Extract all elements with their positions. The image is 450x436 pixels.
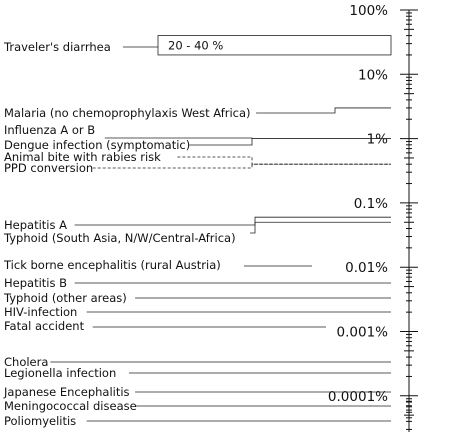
tick-label: 10%	[357, 67, 388, 84]
risk-label: Poliomyelitis	[4, 414, 77, 428]
tick-label: 100%	[349, 3, 388, 19]
risk-item	[3, 36, 391, 55]
risk-item	[4, 161, 391, 175]
risk-item	[4, 123, 391, 139]
range-label: 20 - 40 %	[168, 38, 224, 53]
log-axis	[400, 10, 418, 432]
risk-label: Malaria (no chemoprophylaxis West Africa)	[4, 106, 251, 120]
risk-leader	[190, 139, 392, 145]
risk-label: Influenza A or B	[4, 123, 96, 137]
risk-item	[4, 305, 391, 319]
risk-label: Typhoid (South Asia, N/W/Central-Africa)	[4, 231, 236, 245]
risk-leader	[250, 222, 391, 233]
risk-label: Japanese Encephalitis	[4, 385, 130, 399]
risk-label: HIV-infection	[4, 305, 78, 319]
risk-label: Traveler's diarrhea	[4, 40, 111, 54]
risk-item	[4, 366, 391, 380]
risk-label: Animal bite with rabies risk	[4, 150, 161, 164]
risk-leader	[256, 108, 391, 113]
risk-item	[4, 319, 326, 333]
tick-label: 0.001%	[336, 324, 388, 341]
risk-items	[3, 36, 391, 428]
risk-item	[4, 217, 391, 232]
risk-label: Tick borne encephalitis (rural Austria)	[4, 258, 221, 272]
tick-label: 0.0001%	[327, 388, 388, 405]
risk-leader	[75, 217, 391, 225]
risk-label: Fatal accident	[4, 319, 85, 333]
risk-label: PPD conversion	[4, 161, 94, 175]
tick-label: 0.01%	[345, 260, 388, 277]
risk-item	[4, 106, 391, 120]
tick-label: 0.1%	[353, 195, 388, 212]
tick-label: 1%	[366, 131, 388, 148]
risk-item	[4, 414, 391, 428]
risk-label: Hepatitis B	[4, 276, 68, 290]
risk-leader	[177, 157, 391, 164]
risk-item	[3, 291, 391, 305]
risk-label: Typhoid (other areas)	[4, 291, 127, 305]
risk-label: Cholera	[4, 355, 49, 369]
risk-item	[3, 258, 312, 272]
risk-label: Hepatitis A	[4, 218, 67, 232]
risk-leader	[93, 164, 391, 168]
risk-label: Meningococcal disease	[4, 399, 137, 413]
percent-labels	[328, 3, 388, 405]
risk-label: Legionella infection	[4, 366, 117, 380]
risk-item	[4, 276, 391, 290]
risk-label: Dengue infection (symptomatic)	[4, 138, 191, 152]
